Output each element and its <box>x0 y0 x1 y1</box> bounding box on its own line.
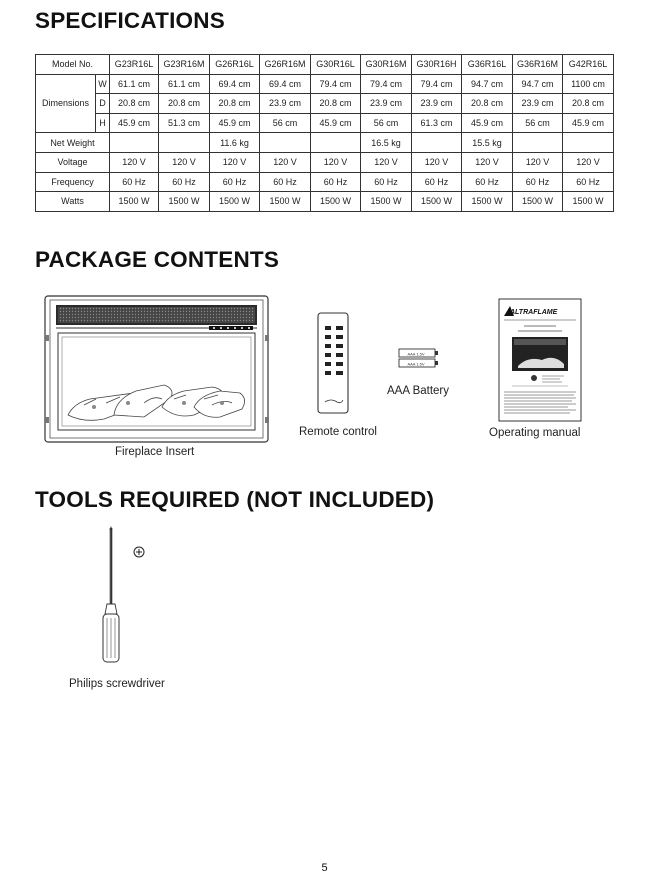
depth-cell: 23.9 cm <box>412 94 462 114</box>
model-cell: G26R16L <box>210 55 260 75</box>
table-row-height <box>36 113 614 133</box>
watts-cell: 1500 W <box>513 192 563 212</box>
model-cell: G36R16M <box>513 55 563 75</box>
frequency-cell: 60 Hz <box>110 172 159 192</box>
battery-caption: AAA Battery <box>387 385 450 397</box>
voltage-cell: 120 V <box>311 152 361 172</box>
voltage-label: Voltage <box>36 152 110 172</box>
model-cell: G30R16L <box>311 55 361 75</box>
net-weight-cell <box>311 133 361 153</box>
frequency-cell: 60 Hz <box>260 172 311 192</box>
height-cell: 61.3 cm <box>412 113 462 133</box>
net-weight-cell <box>513 133 563 153</box>
depth-cell: 20.8 cm <box>563 94 614 114</box>
voltage-cell: 120 V <box>260 152 311 172</box>
depth-cell: 23.9 cm <box>513 94 563 114</box>
width-label: W <box>96 74 110 94</box>
width-cell: 94.7 cm <box>513 74 563 94</box>
tools-required-heading: TOOLS REQUIRED (NOT INCLUDED) <box>35 487 435 512</box>
fireplace-insert-illustration <box>44 295 270 445</box>
table-row-depth <box>36 94 614 114</box>
frequency-cell: 60 Hz <box>563 172 614 192</box>
depth-cell: 20.8 cm <box>110 94 159 114</box>
manual-brand-logo: ALTRAFLAME <box>510 309 558 316</box>
voltage-cell: 120 V <box>210 152 260 172</box>
depth-label: D <box>96 94 110 114</box>
table-row-width <box>36 74 614 94</box>
table-row-frequency <box>36 172 614 192</box>
depth-cell: 20.8 cm <box>210 94 260 114</box>
voltage-cell: 120 V <box>513 152 563 172</box>
height-cell: 51.3 cm <box>159 113 210 133</box>
frequency-cell: 60 Hz <box>210 172 260 192</box>
net-weight-cell <box>159 133 210 153</box>
width-cell: 79.4 cm <box>311 74 361 94</box>
width-cell: 1100 cm <box>563 74 614 94</box>
watts-cell: 1500 W <box>159 192 210 212</box>
height-cell: 56 cm <box>260 113 311 133</box>
table-row-model <box>36 55 614 75</box>
model-label: Model No. <box>36 55 110 75</box>
watts-cell: 1500 W <box>311 192 361 212</box>
frequency-cell: 60 Hz <box>159 172 210 192</box>
voltage-cell: 120 V <box>563 152 614 172</box>
height-cell: 45.9 cm <box>462 113 513 133</box>
model-cell: G30R16H <box>412 55 462 75</box>
height-cell: 45.9 cm <box>110 113 159 133</box>
depth-cell: 20.8 cm <box>462 94 513 114</box>
net-weight-cell <box>563 133 614 153</box>
width-cell: 69.4 cm <box>210 74 260 94</box>
width-cell: 79.4 cm <box>361 74 412 94</box>
height-cell: 56 cm <box>513 113 563 133</box>
voltage-cell: 120 V <box>159 152 210 172</box>
net-weight-label: Net Weight <box>36 133 110 153</box>
height-cell: 45.9 cm <box>563 113 614 133</box>
table-row-voltage <box>36 152 614 172</box>
width-cell: 94.7 cm <box>462 74 513 94</box>
width-cell: 69.4 cm <box>260 74 311 94</box>
watts-label: Watts <box>36 192 110 212</box>
table-row-net-weight <box>36 133 614 153</box>
operating-manual-caption: Operating manual <box>489 427 581 439</box>
remote-control-illustration <box>317 312 349 414</box>
model-cell: G26R16M <box>260 55 311 75</box>
model-cell: G42R16L <box>563 55 614 75</box>
model-cell: G36R16L <box>462 55 513 75</box>
height-label: H <box>96 113 110 133</box>
frequency-cell: 60 Hz <box>462 172 513 192</box>
voltage-cell: 120 V <box>361 152 412 172</box>
height-cell: 45.9 cm <box>210 113 260 133</box>
frequency-label: Frequency <box>36 172 110 192</box>
width-cell: 79.4 cm <box>412 74 462 94</box>
table-row-watts <box>36 192 614 212</box>
net-weight-cell: 11.6 kg <box>210 133 260 153</box>
depth-cell: 23.9 cm <box>260 94 311 114</box>
voltage-cell: 120 V <box>462 152 513 172</box>
specifications-table <box>35 54 614 212</box>
frequency-cell: 60 Hz <box>361 172 412 192</box>
net-weight-cell <box>260 133 311 153</box>
battery-illustration <box>398 347 440 369</box>
depth-cell: 20.8 cm <box>159 94 210 114</box>
dimensions-label: Dimensions <box>36 74 96 133</box>
watts-cell: 1500 W <box>563 192 614 212</box>
depth-cell: 20.8 cm <box>311 94 361 114</box>
screwdriver-illustration <box>96 526 156 666</box>
depth-cell: 23.9 cm <box>361 94 412 114</box>
operating-manual-illustration <box>498 298 582 422</box>
net-weight-cell <box>110 133 159 153</box>
height-cell: 56 cm <box>361 113 412 133</box>
frequency-cell: 60 Hz <box>412 172 462 192</box>
remote-control-caption: Remote control <box>299 426 377 438</box>
height-cell: 45.9 cm <box>311 113 361 133</box>
model-cell: G23R16L <box>110 55 159 75</box>
voltage-cell: 120 V <box>110 152 159 172</box>
frequency-cell: 60 Hz <box>513 172 563 192</box>
width-cell: 61.1 cm <box>110 74 159 94</box>
screwdriver-caption: Philips screwdriver <box>69 678 165 690</box>
net-weight-cell <box>412 133 462 153</box>
frequency-cell: 60 Hz <box>311 172 361 192</box>
package-contents-heading: PACKAGE CONTENTS <box>35 247 280 272</box>
battery-print-top: AAA 1.5V <box>407 351 425 357</box>
model-cell: G23R16M <box>159 55 210 75</box>
width-cell: 61.1 cm <box>159 74 210 94</box>
battery-print-bottom: AAA 1.5V <box>407 361 425 367</box>
watts-cell: 1500 W <box>110 192 159 212</box>
watts-cell: 1500 W <box>210 192 260 212</box>
watts-cell: 1500 W <box>361 192 412 212</box>
voltage-cell: 120 V <box>412 152 462 172</box>
model-cell: G30R16M <box>361 55 412 75</box>
specifications-heading: SPECIFICATIONS <box>35 8 225 33</box>
net-weight-cell: 15.5 kg <box>462 133 513 153</box>
fireplace-insert-caption: Fireplace Insert <box>115 446 195 458</box>
page-number: 5 <box>321 862 328 874</box>
watts-cell: 1500 W <box>260 192 311 212</box>
net-weight-cell: 16.5 kg <box>361 133 412 153</box>
watts-cell: 1500 W <box>412 192 462 212</box>
watts-cell: 1500 W <box>462 192 513 212</box>
